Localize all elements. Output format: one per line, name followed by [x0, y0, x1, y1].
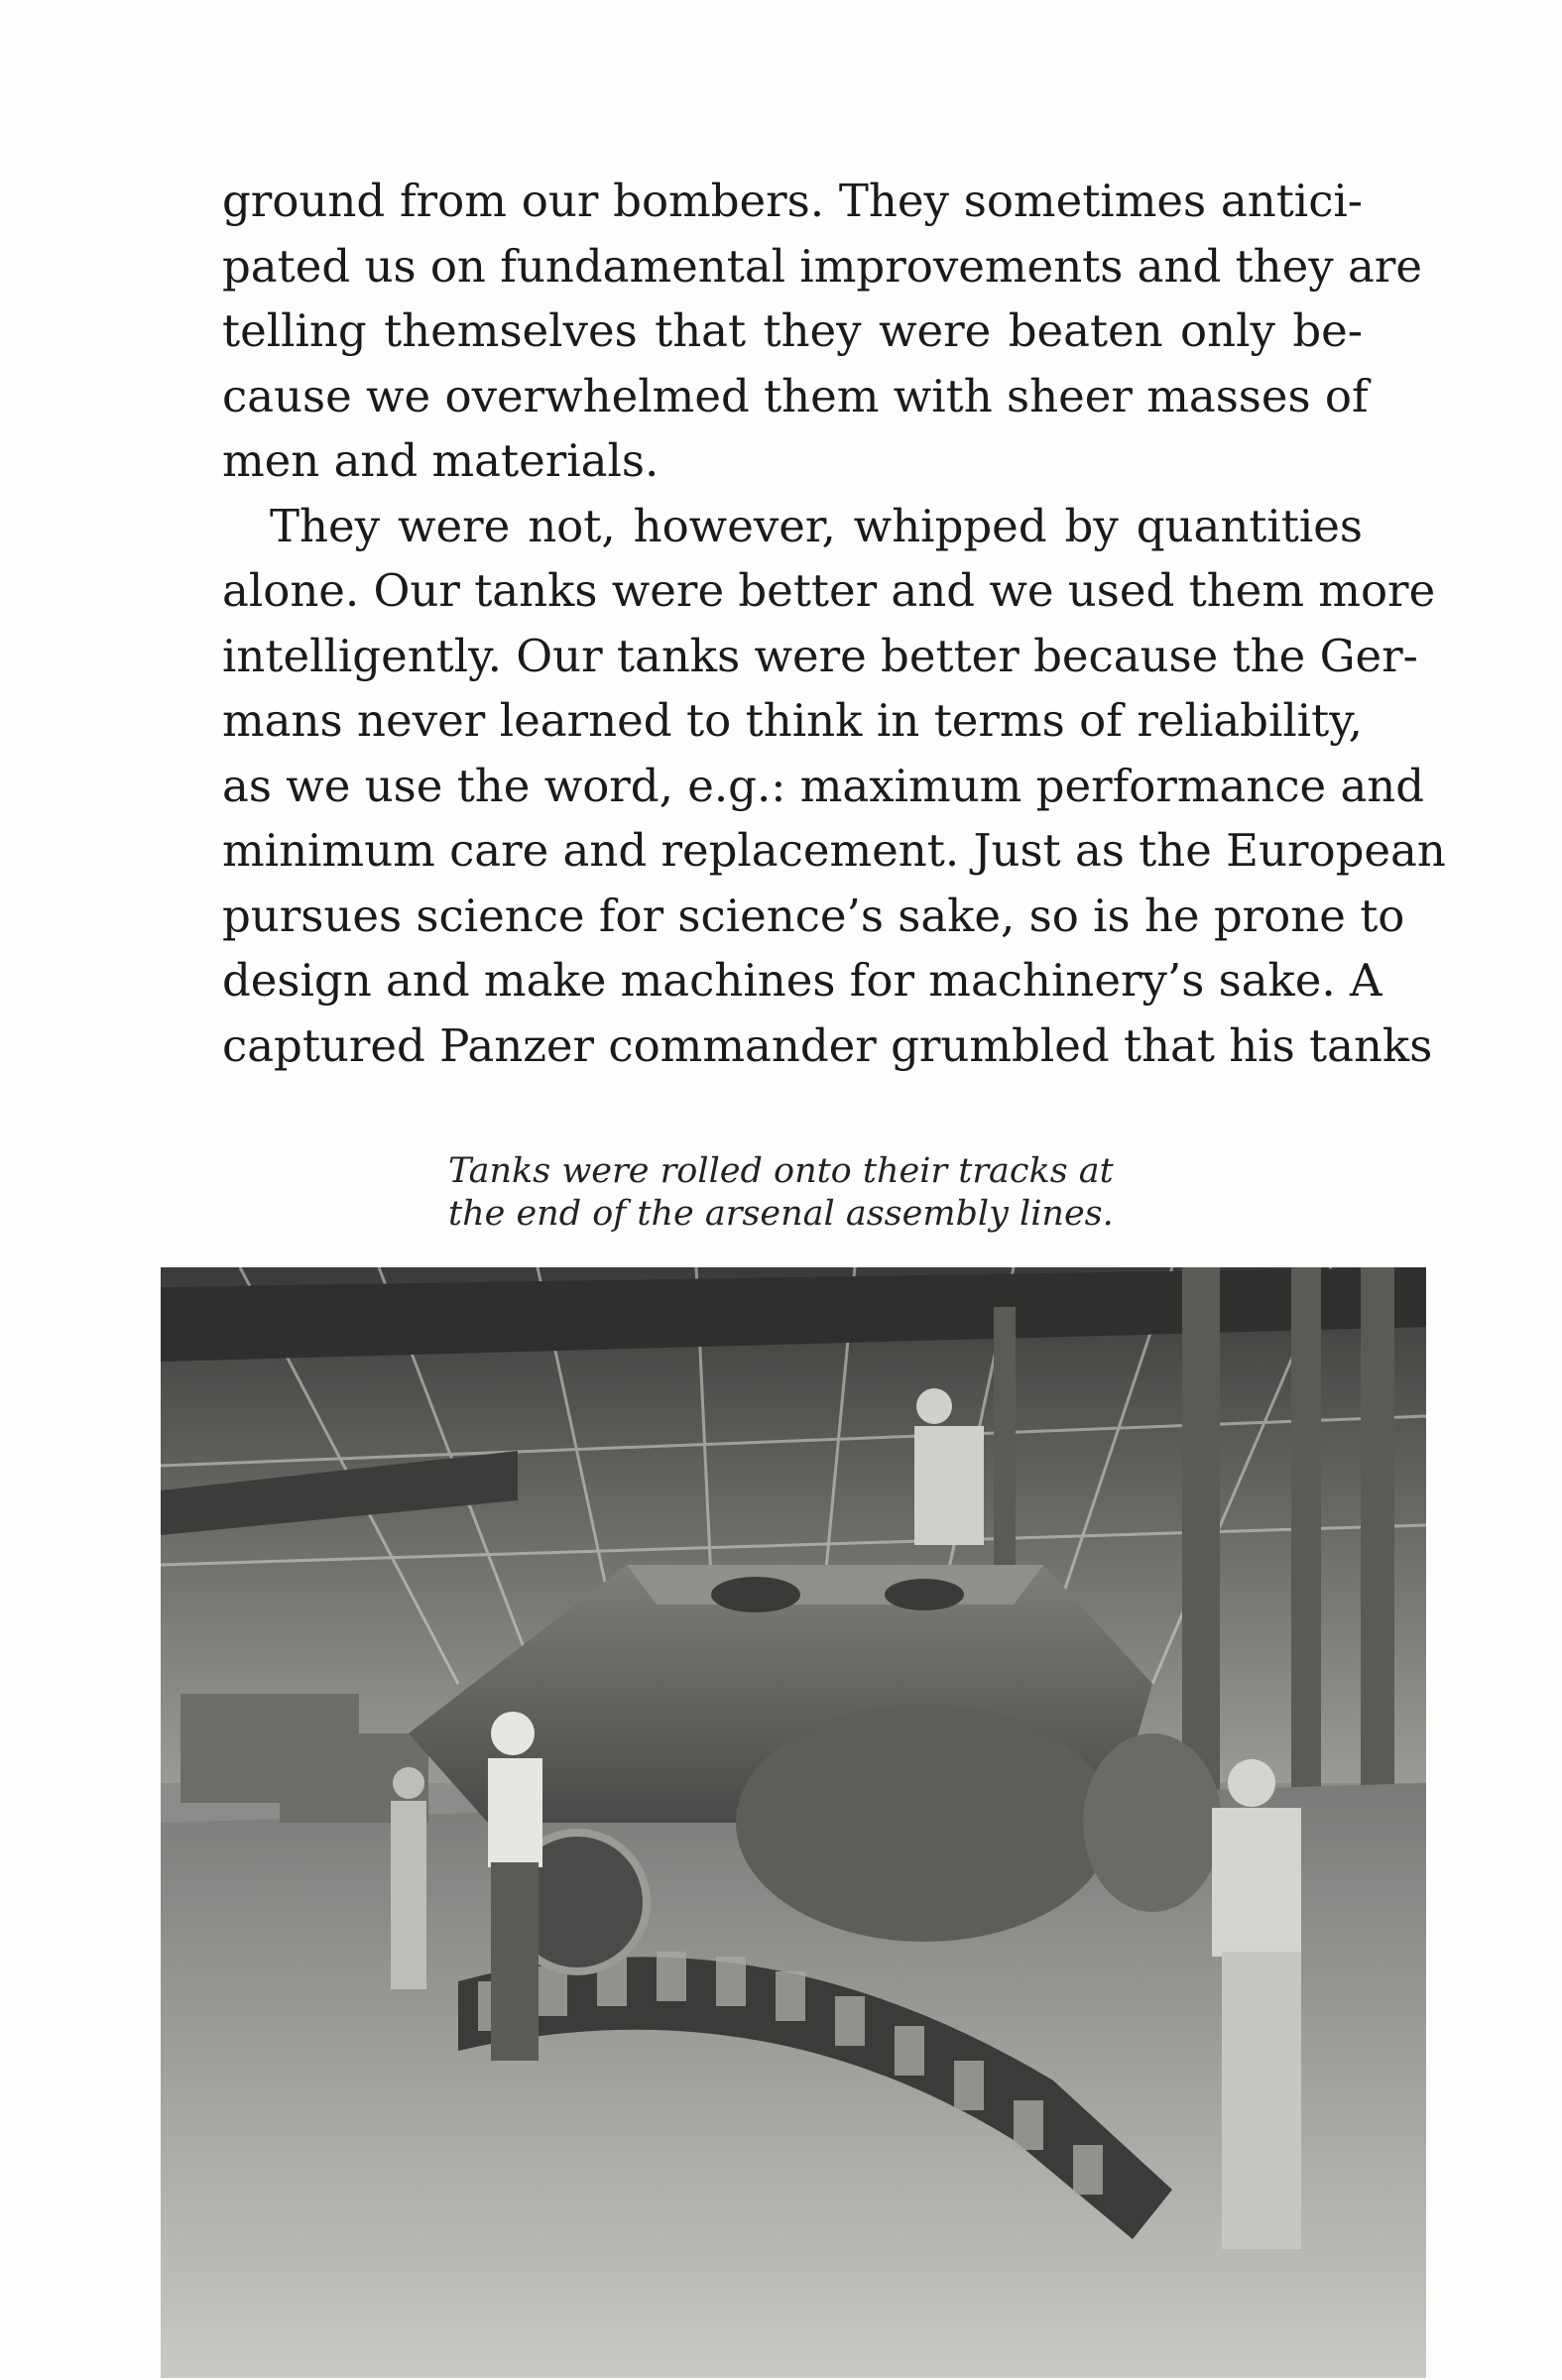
text-line: captured Panzer commander grumbled that his tanks [222, 1018, 1433, 1072]
tank-hatch [885, 1579, 964, 1610]
text-line: men and materials. [222, 434, 660, 487]
text-line: ground from our bombers. They sometimes antici- [222, 175, 1363, 227]
tank-deck [627, 1565, 1043, 1605]
caption-line-2: the end of the arsenal assembly lines. [448, 1194, 1114, 1234]
caption-line-1: Tanks were rolled onto their tracks at [448, 1151, 1114, 1191]
text-line: pursues science for science’s sake, so is he prone to [222, 889, 1405, 942]
text-line: intelligently. Our tanks were better because the Ger- [222, 629, 1418, 682]
tank-assembly-photo [161, 1267, 1426, 2378]
text-line: minimum care and replacement. Just as the European [222, 824, 1446, 877]
text-line: mans never learned to think in terms of reliability, [222, 694, 1363, 747]
worker-right [1212, 1759, 1301, 2249]
final-drive [1083, 1733, 1222, 1912]
text-line: as we use the word, e.g.: maximum performance and [222, 759, 1425, 812]
body-text [222, 169, 1446, 1078]
text-line: cause we overwhelmed them with sheer masses of [222, 369, 1369, 422]
worker-front-left [488, 1712, 542, 2061]
text-line: They were not, however, whipped by quantities [270, 499, 1363, 552]
text-line: pated us on fundamental improvements and they are [222, 239, 1422, 293]
photo-caption [448, 1150, 1162, 1236]
photo-illustration [161, 1267, 1426, 2378]
text-line: alone. Our tanks were better and we used them more [222, 564, 1436, 617]
tank-hatch [711, 1577, 800, 1612]
transmission-housing [736, 1704, 1113, 1942]
text-line: telling themselves that they were beaten only be- [222, 304, 1363, 357]
text-line: design and make machines for machinery’s sake. A [222, 954, 1382, 1007]
